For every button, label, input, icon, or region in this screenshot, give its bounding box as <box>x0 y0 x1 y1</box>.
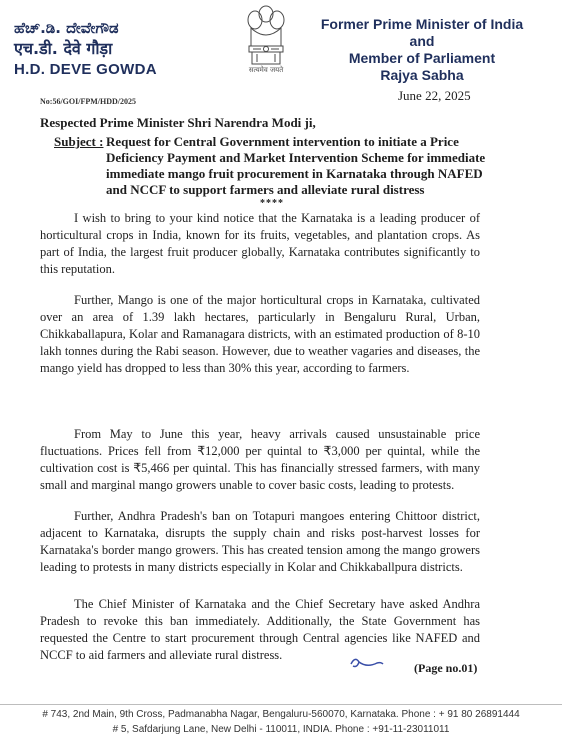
paragraph-text: Further, Andhra Pradesh's ban on Totapuri mangoes entering Chittoor district, adjacent to Karnataka, disrupts the supply chain and risks post-harvest losses for Karnataka's border mango growers. This has created tension among the mango growers leading to protests in many districts especially in Kolar and Chikkaballpura districts. <box>40 509 480 574</box>
title-line: Former Prime Minister of India <box>320 16 524 32</box>
paragraph-text: I wish to bring to your kind notice that the Karnataka is a leading producer of horticultural crops in India, known for its fruits, vegetables, and plantation crops. As part of India, the largest fruit producer globally, Karnataka contributes significantly to this reputation. <box>40 211 480 276</box>
letterhead-titles <box>312 16 532 84</box>
name-hindi: एच.डी. देवे गौड़ा <box>14 39 113 58</box>
salutation: Respected Prime Minister Shri Narendra Modi ji, <box>40 115 316 130</box>
paragraph-text: Further, Mango is one of the major horticultural crops in Karnataka, cultivated over an area of 1.39 lakh hectares, particularly in Bengaluru Rural, Urban, Chikkaballapura, Kolar and Ramanagara districts, with an estimated production of 8-10 lakh tonnes during the Rabi season. However, due to weather vagaries and diseases, the mango yield has dropped to less than 30% this year, according to farmers. <box>40 293 480 375</box>
name-english: H.D. DEVE GOWDA <box>14 61 157 78</box>
lion-capital-icon <box>243 2 289 68</box>
paragraph-text: From May to June this year, heavy arrivals caused unsustainable price fluctuations. Prices fell from ₹12,000 per quintal to ₹3,000 per quintal, while the cultivation cost is ₹5,466 per quintal. This has financially stressed farmers, with many small and marginal mango growers unable to cover basic costs, leading to protests. <box>40 427 480 492</box>
reference-number: No:56/GOI/FPM/HDD/2025 <box>40 97 136 106</box>
footer-address-bengaluru: # 743, 2nd Main, 9th Cross, Padmanabha Nagar, Bengaluru-560070, Karnataka. Phone : + 91 80 26891444 <box>42 709 520 720</box>
subject-label: Subject : <box>54 134 104 149</box>
national-emblem <box>236 2 296 80</box>
paragraph <box>40 210 480 278</box>
paragraph <box>40 426 480 494</box>
title-line: Member of Parliament <box>348 50 496 66</box>
title-line: Rajya Sabha <box>380 67 464 83</box>
title-line: and <box>409 33 435 49</box>
page-number: (Page no.01) <box>414 661 478 675</box>
footer-divider <box>0 704 562 705</box>
emblem-motto: सत्यमेव जयते <box>248 66 284 74</box>
separator: **** <box>260 198 284 209</box>
letter-date: June 22, 2025 <box>398 88 471 103</box>
footer-address-delhi: # 5, Safdarjung Lane, New Delhi - 110011, INDIA. Phone : +91-11-23011011 <box>112 724 450 735</box>
paragraph <box>40 596 480 664</box>
name-kannada: ಹೆಚ್.ಡಿ. ದೇವೇಗೌಡ <box>14 19 119 37</box>
subject-text: Request for Central Government intervention to initiate a Price Deficiency Payment and Market Intervention Scheme for immediate immediate mango fruit procurement in Karnataka through NAFED and NCCF to support farmers and alleviate rural distress <box>106 134 486 197</box>
paragraph <box>40 508 480 576</box>
paragraph-text: The Chief Minister of Karnataka and the Chief Secretary have asked Andhra Pradesh to revoke this ban immediately. Additionally, the State Government has requested the Centre to start procurement through Central agencies like NAFED and NCCF to aid farmers and alleviate rural distress. <box>40 597 480 662</box>
paragraph <box>40 292 480 377</box>
letterhead-name-block <box>14 18 157 80</box>
signature-initials <box>347 654 387 677</box>
